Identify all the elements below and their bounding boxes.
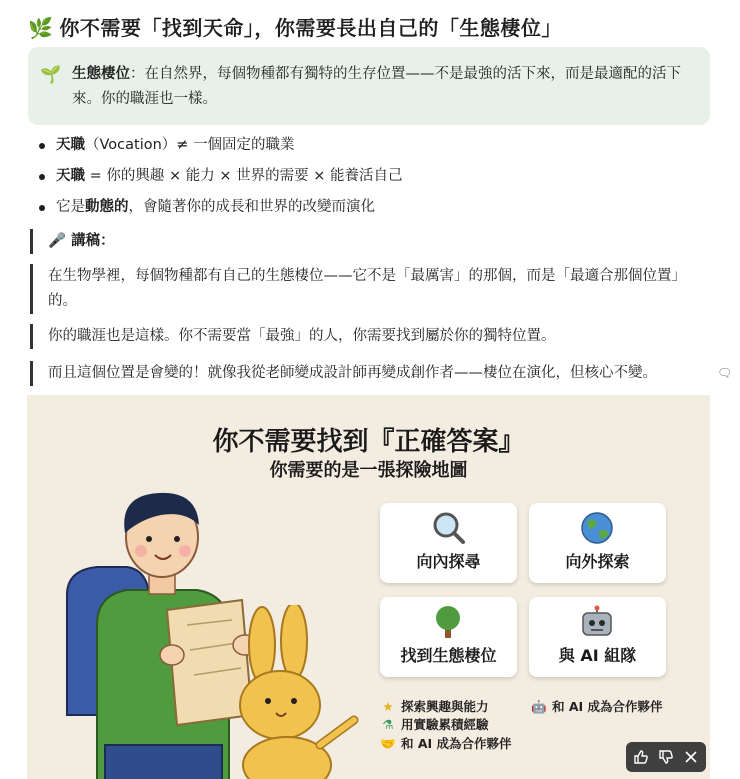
- robot-icon: [529, 605, 666, 639]
- rabbit-drawing: [232, 605, 362, 779]
- definition-callout: [28, 47, 710, 125]
- legend-item: ⚗ 用實驗累積經驗: [379, 715, 489, 734]
- bullet-list: [36, 131, 402, 224]
- globe-icon: [529, 511, 666, 545]
- card-find-niche: 找到生態棲位: [380, 597, 517, 677]
- illustration: [27, 395, 710, 779]
- illustration-title: 你不需要找到『正確答案』: [212, 427, 525, 457]
- illustration-subtitle: 你需要的是一張探險地圖: [269, 460, 468, 481]
- quote-paragraph: 你的職涯也是這樣。你不需要當「最強」的人，你需要找到屬於你的獨特位置。: [30, 324, 708, 349]
- callout-term: 生態棲位: [72, 66, 130, 82]
- robot-icon: 🤖: [531, 699, 547, 714]
- seedling-icon: 🌱: [40, 65, 62, 85]
- page-title: 🌿 你不需要「找到天命」，你需要長出自己的「生態棲位」: [28, 16, 562, 40]
- comment-icon[interactable]: 🗨: [717, 366, 733, 380]
- card-explore-outward: 向外探索: [529, 503, 666, 583]
- herb-icon: 🌿: [28, 16, 54, 40]
- list-item: 天職（Vocation）≠ 一個固定的職業: [36, 131, 402, 162]
- list-item: 它是動態的，會隨著你的成長和世界的改變而演化: [36, 193, 402, 224]
- feedback-toolbar: [626, 742, 706, 772]
- card-look-inward: 向內探尋: [380, 503, 517, 583]
- star-icon: ★: [382, 699, 394, 714]
- handshake-icon: 🤝: [380, 736, 396, 751]
- legend-item: 🤖 和 AI 成為合作夥伴: [531, 699, 663, 714]
- card-team-with-ai: 與 AI 組隊: [529, 597, 666, 677]
- microphone-icon: 🎤: [48, 233, 67, 249]
- close-icon[interactable]: [681, 747, 701, 767]
- magnifier-icon: [380, 511, 517, 545]
- flask-icon: ⚗: [382, 717, 394, 732]
- tree-icon: [380, 605, 517, 639]
- legend-item: 🤝 和 AI 成為合作夥伴: [380, 736, 512, 751]
- quote-paragraph: 在生物學裡，每個物種都有自己的生態棲位——它不是「最厲害」的那個，而是「最適合那個位置」的。: [30, 264, 708, 314]
- callout-text: [72, 62, 697, 112]
- script-label: 🎤 講稿：: [30, 229, 708, 254]
- legend-item: ★ 探索興趣與能力: [379, 697, 489, 716]
- list-item: 天職 = 你的興趣 × 能力 × 世界的需要 × 能養活自己: [36, 162, 402, 193]
- thumbs-up-icon[interactable]: [631, 747, 651, 767]
- thumbs-down-icon[interactable]: [656, 747, 676, 767]
- quote-paragraph: 而且這個位置是會變的！就像我從老師變成設計師再變成創作者——棲位在演化，但核心不變。: [30, 361, 708, 386]
- callout-body: ：在自然界，每個物種都有獨特的生存位置——不是最強的活下來，而是最適配的活下來。你的職涯也一樣。: [72, 66, 681, 107]
